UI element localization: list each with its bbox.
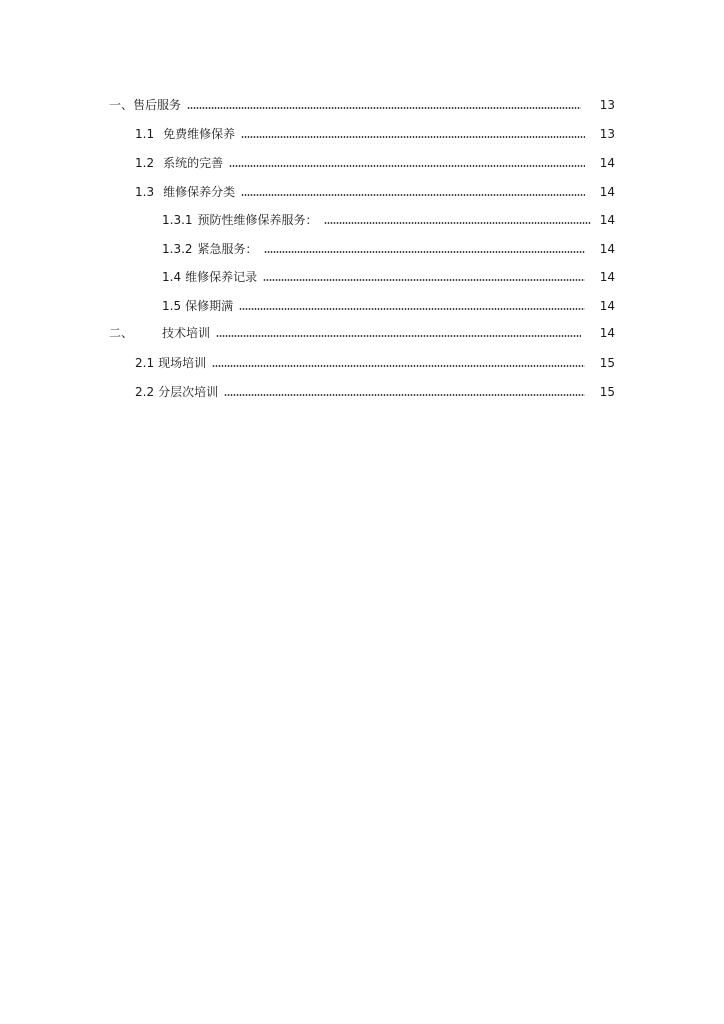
toc-entry-page: 15 bbox=[599, 356, 615, 370]
dot-leader bbox=[324, 222, 591, 224]
toc-entry[interactable] bbox=[135, 154, 615, 170]
toc-entry-page: 14 bbox=[599, 270, 615, 284]
toc-entry-page: 14 bbox=[599, 242, 615, 256]
toc-entry-title: 系统的完善 bbox=[163, 156, 224, 170]
toc-entry-page: 14 bbox=[599, 299, 615, 313]
dot-leader bbox=[263, 279, 585, 281]
dot-leader bbox=[224, 394, 585, 396]
toc-entry-title: 现场培训 bbox=[158, 356, 207, 370]
toc-entry[interactable] bbox=[162, 268, 615, 284]
toc-entry-page: 14 bbox=[599, 156, 615, 170]
toc-entry-page: 14 bbox=[599, 213, 615, 227]
toc-entry[interactable] bbox=[162, 297, 615, 313]
toc-entry-page: 13 bbox=[599, 98, 615, 112]
dot-leader bbox=[216, 335, 581, 337]
toc-entry-page: 15 bbox=[599, 385, 615, 399]
toc-entry[interactable] bbox=[135, 383, 615, 399]
toc-entry-title: 维修保养分类 bbox=[163, 185, 236, 199]
toc-entry-number: 2.2 bbox=[135, 385, 155, 399]
toc-entry[interactable] bbox=[109, 324, 615, 340]
toc-entry-title: 维修保养记录 bbox=[185, 270, 258, 284]
dot-leader bbox=[229, 165, 585, 167]
dot-leader bbox=[241, 136, 585, 138]
toc-entry-page: 13 bbox=[599, 127, 615, 141]
toc-entry-title: 预防性维修保养服务： bbox=[197, 213, 318, 227]
toc-entry-title: 紧急服务： bbox=[197, 242, 258, 256]
toc-entry-number: 2.1 bbox=[135, 356, 155, 370]
toc-entry[interactable] bbox=[135, 183, 615, 199]
toc-entry-page: 14 bbox=[599, 326, 615, 340]
toc-entry-title: 技术培训 bbox=[162, 326, 211, 340]
toc-entry-number: 二、 bbox=[109, 326, 134, 340]
toc-entry-number: 1.1 bbox=[135, 127, 155, 141]
toc-entry-title: 售后服务 bbox=[133, 98, 182, 112]
toc-entry[interactable] bbox=[109, 96, 615, 112]
dot-leader bbox=[187, 107, 581, 109]
toc-entry-title: 免费维修保养 bbox=[163, 127, 236, 141]
toc-entry[interactable] bbox=[162, 211, 615, 227]
dot-leader bbox=[241, 194, 585, 196]
toc-entry-number: 1.3.1 bbox=[162, 213, 193, 227]
toc-entry-number: 1.3.2 bbox=[162, 242, 193, 256]
toc-entry-number: 1.4 bbox=[162, 270, 182, 284]
dot-leader bbox=[264, 251, 585, 253]
toc-entry-number: 一、 bbox=[109, 98, 134, 112]
toc-entry-title: 保修期满 bbox=[185, 299, 234, 313]
toc-entry[interactable] bbox=[135, 354, 615, 370]
toc-entry[interactable] bbox=[162, 240, 615, 256]
toc-entry-page: 14 bbox=[599, 185, 615, 199]
toc-entry-number: 1.5 bbox=[162, 299, 182, 313]
toc-entry-number: 1.3 bbox=[135, 185, 155, 199]
dot-leader bbox=[239, 308, 585, 310]
toc-entry[interactable] bbox=[135, 125, 615, 141]
dot-leader bbox=[212, 365, 585, 367]
toc-entry-number: 1.2 bbox=[135, 156, 155, 170]
toc-entry-title: 分层次培训 bbox=[158, 385, 219, 399]
